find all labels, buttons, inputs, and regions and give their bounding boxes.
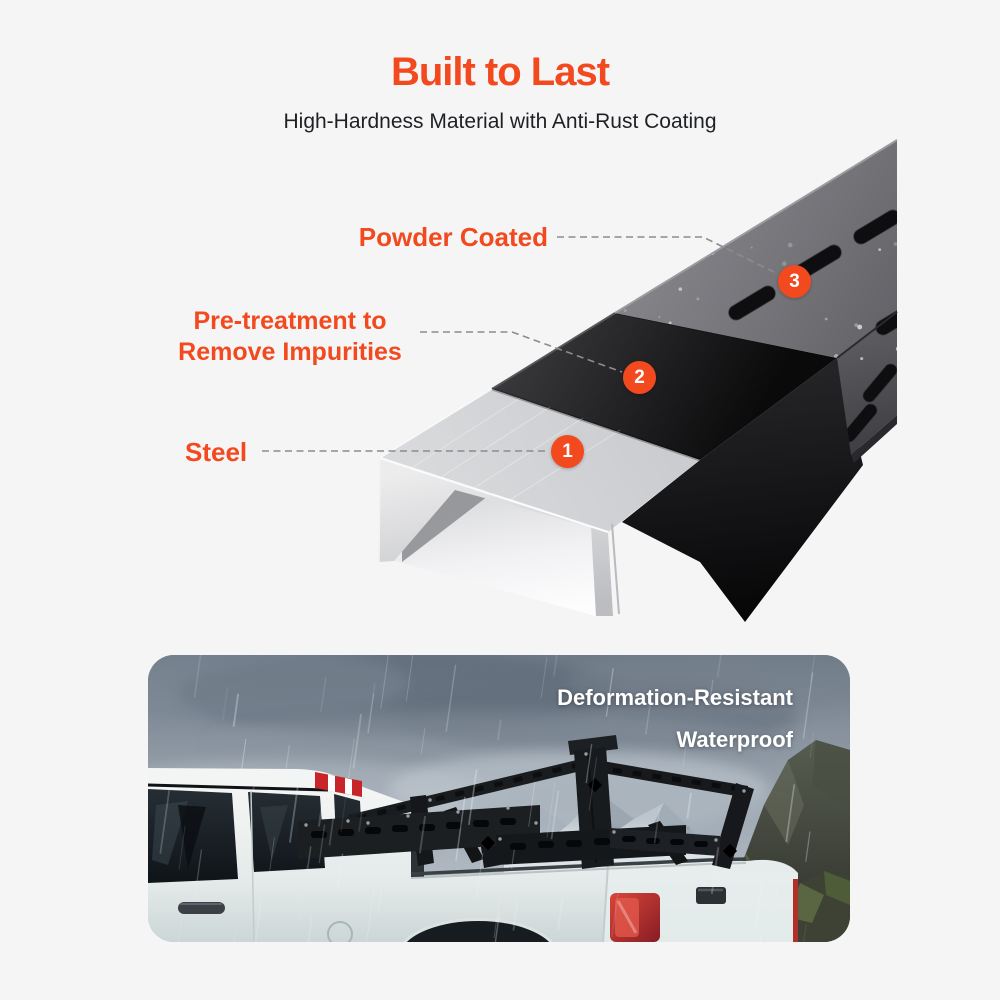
badge-powder-coated [778,265,811,298]
page-subtitle: High-Hardness Material with Anti-Rust Coating [283,110,717,133]
photo-label-waterproof: Waterproof [676,727,793,752]
badge-steel [551,435,584,468]
callout-steel [185,437,247,468]
callout-pretreatment [140,306,440,368]
callout-powder-coated [359,222,548,253]
callout-pretreatment-line2: Remove Impurities [178,338,402,366]
badge-3-number: 3 [789,270,800,292]
badge-pretreatment [623,361,656,394]
callout-powder-label: Powder Coated [358,222,548,252]
callout-steel-label: Steel [185,437,248,467]
photo-label-deformation-resistant: Deformation-Resistant [557,685,793,710]
page-title: Built to Last [390,50,610,94]
callout-pretreatment-line1: Pre-treatment to [193,307,387,335]
truck-photo [148,655,850,942]
badge-2-number: 2 [634,366,645,388]
badge-1-number: 1 [562,440,573,462]
